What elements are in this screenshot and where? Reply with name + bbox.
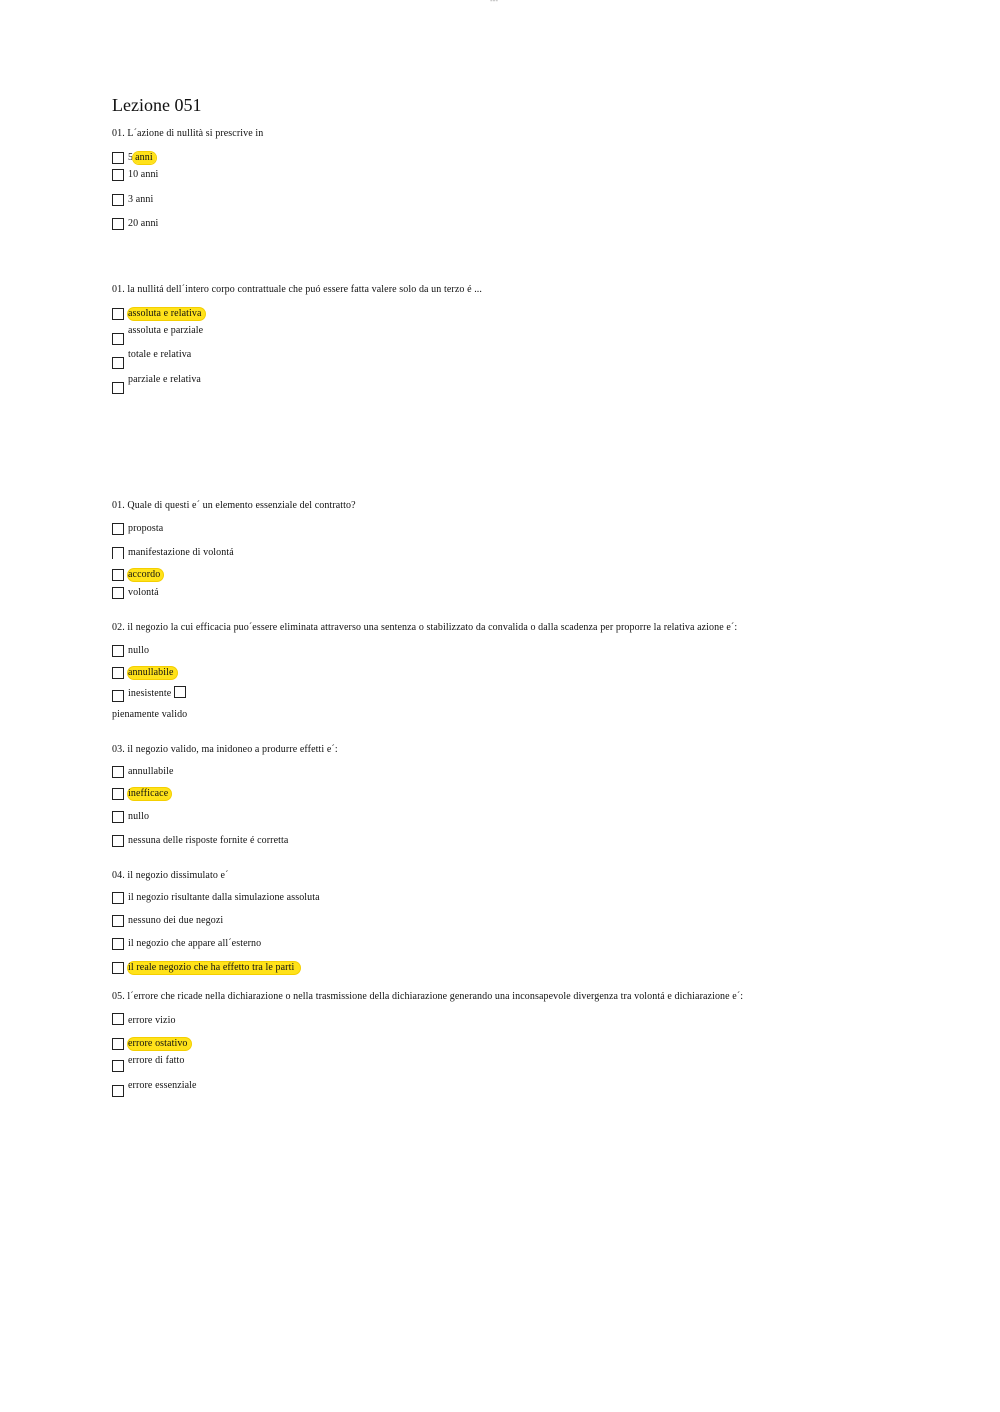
page-marker: --- [490,0,498,5]
question-2-text: 01. la nullitá dell´intero corpo contrattuale che puó essere fatta valere solo da un terzo é ... [112,284,483,295]
checkbox[interactable] [112,667,124,679]
answer-label: errore essenziale [128,1080,197,1091]
answer-label-highlighted: errore ostativo [128,1038,191,1050]
answer-label: inesistente [128,688,172,699]
checkbox[interactable] [112,308,124,320]
question-3-text: 01. Quale di questi e´ un elemento essenziale del contratto? [112,500,356,511]
checkbox[interactable] [112,811,124,823]
answer-label: 20 anni [128,218,159,229]
answer-label-highlighted: accordo [128,569,163,581]
answer-label-highlighted: assoluta e relativa [128,308,205,320]
checkbox[interactable] [112,835,124,847]
answer-label-highlighted: anni [133,152,156,164]
answer-label: annullabile [128,766,174,777]
answer-label: totale e relativa [128,349,192,360]
checkbox[interactable] [112,357,124,369]
answer-label: il negozio risultante dalla simulazione assoluta [128,892,320,903]
question-4-text: 02. il negozio la cui efficacia puo´essere eliminata attraverso una sentenza o stabilizzato da convalida o dalla scadenza per proporre la relativa azione e´: [112,622,738,633]
checkbox[interactable] [112,587,124,599]
checkbox[interactable] [112,766,124,778]
answer-label: errore vizio [128,1015,176,1026]
checkbox[interactable] [112,333,124,345]
question-7-text: 05. l´errore che ricade nella dichiarazione o nella trasmissione della dichiarazione generando una inconsapevole divergenza tra volontá e dichiarazione e´: [112,991,744,1002]
answer-label: proposta [128,523,164,534]
answer-label-highlighted: inefficace [128,788,171,800]
answer-label: 3 anni [128,194,154,205]
checkbox[interactable] [112,938,124,950]
answer-label: pienamente valido [112,709,188,720]
answer-label: volontá [128,587,159,598]
question-5-text: 03. il negozio valido, ma inidoneo a produrre effetti e´: [112,744,338,755]
checkbox[interactable] [112,152,124,164]
answer-label: manifestazione di volontá [128,547,234,558]
answer-label-highlighted: il reale negozio che ha effetto tra le parti [128,962,300,974]
answer-label: errore di fatto [128,1055,185,1066]
checkbox[interactable] [112,1038,124,1050]
checkbox[interactable] [112,523,124,535]
question-6-text: 04. il negozio dissimulato e´ [112,870,229,881]
checkbox[interactable] [112,915,124,927]
answer-label: nullo [128,645,150,656]
answer-prefix: 5 [128,152,134,163]
checkbox[interactable] [112,569,124,581]
question-1-text: 01. L´azione di nullità si prescrive in [112,128,264,139]
answer-label: nessuno dei due negozi [128,915,224,926]
checkbox[interactable] [112,645,124,657]
checkbox[interactable] [112,547,124,559]
answer-label: assoluta e parziale [128,325,204,336]
answer-label-highlighted: annullabile [128,667,177,679]
checkbox[interactable] [112,962,124,974]
answer-label: il negozio che appare all´esterno [128,938,262,949]
checkbox[interactable] [112,1013,124,1025]
checkbox[interactable] [112,194,124,206]
answer-label: 10 anni [128,169,159,180]
checkbox[interactable] [112,892,124,904]
checkbox[interactable] [112,382,124,394]
checkbox[interactable] [112,788,124,800]
answer-label: nullo [128,811,150,822]
checkbox[interactable] [112,169,124,181]
checkbox[interactable] [112,1085,124,1097]
page-title: Lezione 051 [112,95,202,115]
checkbox[interactable] [112,218,124,230]
checkbox[interactable] [112,1060,124,1072]
answer-label: parziale e relativa [128,374,201,385]
checkbox[interactable] [174,686,186,698]
checkbox[interactable] [112,690,124,702]
answer-label: nessuna delle risposte fornite é corretta [128,835,289,846]
